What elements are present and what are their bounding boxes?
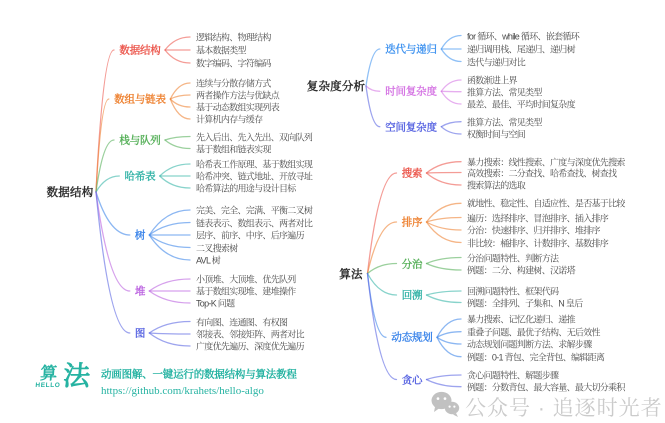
mindmap-leaf: 重叠子问题、最优子结构、无后效性: [467, 327, 600, 338]
mindmap-leaf: 贪心问题特性、解题步骤: [467, 370, 559, 381]
mindmap-branch-label: 排序: [401, 216, 423, 229]
mindmap-leaf: 高效搜索：二分查找、哈希查找、树查找: [467, 168, 617, 178]
mindmap-leaf: 推算方法、常见类型: [467, 87, 542, 98]
mindmap-leaf: 邻接表、邻接矩阵、两者对比: [196, 329, 304, 340]
mindmap-branch-label: 栈与队列: [119, 134, 161, 147]
github-url-text: https://github.com/krahets/hello-algo: [101, 385, 264, 397]
mindmap-leaf: 分治：快速排序、归并排序、堆排序: [467, 225, 600, 236]
mindmap-branch-label: 哈希表: [124, 170, 156, 183]
mindmap-branch-label: 图: [134, 327, 146, 340]
mindmap-leaf: 二叉搜索树: [196, 243, 238, 253]
mindmap-leaf: 例题：0-1 背包、完全背包、编辑距离: [467, 352, 605, 363]
mindmap-leaf: 逻辑结构、物理结构: [196, 32, 271, 43]
mindmap-branch-label: 迭代与递归: [385, 43, 437, 56]
mindmap-leaf: 暴力搜索：线性搜索、广度与深度优先搜索: [467, 157, 625, 168]
mindmap-leaf: 暴力搜索、记忆化递归、递推: [467, 314, 575, 325]
mindmap-leaf: 最差、最佳、平均时间复杂度: [467, 99, 575, 110]
mindmap-leaf: 非比较：桶排序、计数排序、基数排序: [467, 238, 609, 248]
mindmap-leaf: 递归调用栈、尾递归、递归树: [467, 44, 575, 55]
mindmap-leaf: 迭代与递归对比: [467, 57, 526, 67]
mindmap-branch-label: 树: [134, 229, 146, 242]
mindmap-leaf: 哈希算法的用途与设计目标: [196, 183, 296, 194]
mindmap-branch-label: 贪心: [401, 374, 423, 386]
mindmap-leaf: for 循环、while 循环、嵌套循环: [467, 31, 580, 41]
mindmap-leaf: 动态规划问题判断方法、求解步骤: [467, 339, 592, 350]
logo-char-right: 法: [62, 361, 92, 391]
mindmap-leaf: 基本数据类型: [196, 45, 246, 56]
mindmap-leaf: 哈希表工作原理、基于数组实现: [196, 159, 313, 170]
tagline-text: 动画图解、一键运行的数据结构与算法教程: [101, 368, 297, 381]
mindmap-leaf: 例题：分数背包、最大容量、最大切分乘积: [467, 382, 625, 393]
mindmap-leaf: 就地性、稳定性、自适应性、是否基于比较: [467, 198, 625, 209]
mindmap-leaf: 分治问题特性、判断方法: [467, 253, 559, 263]
mindmap-branch-label: 动态规划: [391, 331, 433, 344]
mindmap-branch-label: 数组与链表: [114, 93, 166, 106]
watermark-text: 公众号 · 追逐时光者: [465, 396, 663, 420]
mindmap-branch-label: 分治: [401, 258, 423, 270]
mindmap-leaf: 基于数组实现堆、建堆操作: [196, 286, 296, 297]
mindmap-branch-label: 搜索: [401, 167, 423, 180]
logo-hello-text: HELLO: [35, 382, 61, 390]
mindmap-root: 复杂度分析: [306, 81, 366, 93]
mindmap-leaf: 函数渐进上界: [467, 75, 517, 86]
mindmap-leaf: 完美、完全、完满、平衡二叉树: [196, 205, 313, 216]
mindmap-leaf: 遍历：选择排序、冒泡排序、插入排序: [467, 213, 609, 223]
mindmap-leaf: 层序、前序、中序、后序遍历: [196, 230, 304, 241]
hello-algo-logo: [35, 361, 92, 391]
mindmap-root: 数据结构: [46, 187, 94, 199]
mindmap-leaf: 先入后出、先入先出、双向队列: [196, 132, 313, 142]
mindmap-leaf: 基于动态数组实现列表: [196, 102, 280, 113]
logo-char-top: 算: [39, 364, 58, 384]
mindmap-leaf: 广度优先遍历、深度优先遍历: [196, 341, 304, 352]
mindmap-leaf: Top-K 问题: [196, 298, 235, 309]
mindmap-leaf: 基于数组和链表实现: [196, 144, 271, 154]
mindmap-branch-label: 空间复杂度: [385, 121, 437, 134]
mindmap-leaf: 例题：二分、构建树、汉诺塔: [467, 265, 575, 276]
mindmap-leaf: 有向图、连通图、有权图: [196, 317, 288, 327]
mindmap-leaf: 小顶堆、大顶堆、优先队列: [196, 274, 296, 285]
mindmap-leaf: 推算方法、常见类型: [467, 117, 542, 128]
mindmap-leaf: 回溯问题特性、框架代码: [467, 286, 559, 297]
mindmap-leaf: 哈希冲突、链式地址、开放寻址: [196, 171, 313, 182]
mindmap-leaf: 数字编码、字符编码: [196, 58, 271, 69]
mindmap-branch-label: 数据结构: [119, 44, 161, 57]
mindmap-leaf: 两者操作方法与优缺点: [196, 90, 280, 101]
mindmap-branch-label: 回溯: [401, 289, 423, 302]
mindmap-branch-label: 堆: [134, 285, 146, 298]
mindmap-leaf: 搜索算法的选取: [467, 180, 526, 191]
mindmap-branch-label: 时间复杂度: [385, 85, 437, 98]
mindmap-leaf: 例题：全排列、子集和、N 皇后: [467, 298, 583, 308]
mindmap-leaf: 权衡时间与空间: [467, 129, 526, 140]
mindmap-leaf: 链表表示、数组表示、两者对比: [196, 218, 313, 228]
mindmap-leaf: 连续与分散存储方式: [196, 78, 271, 89]
wechat-icon: [430, 390, 460, 423]
mindmap-leaf: AVL 树: [196, 255, 221, 266]
mindmap-leaf: 计算机内存与缓存: [196, 114, 263, 125]
mindmap-root: 算法: [339, 268, 363, 281]
watermark: [430, 390, 663, 423]
